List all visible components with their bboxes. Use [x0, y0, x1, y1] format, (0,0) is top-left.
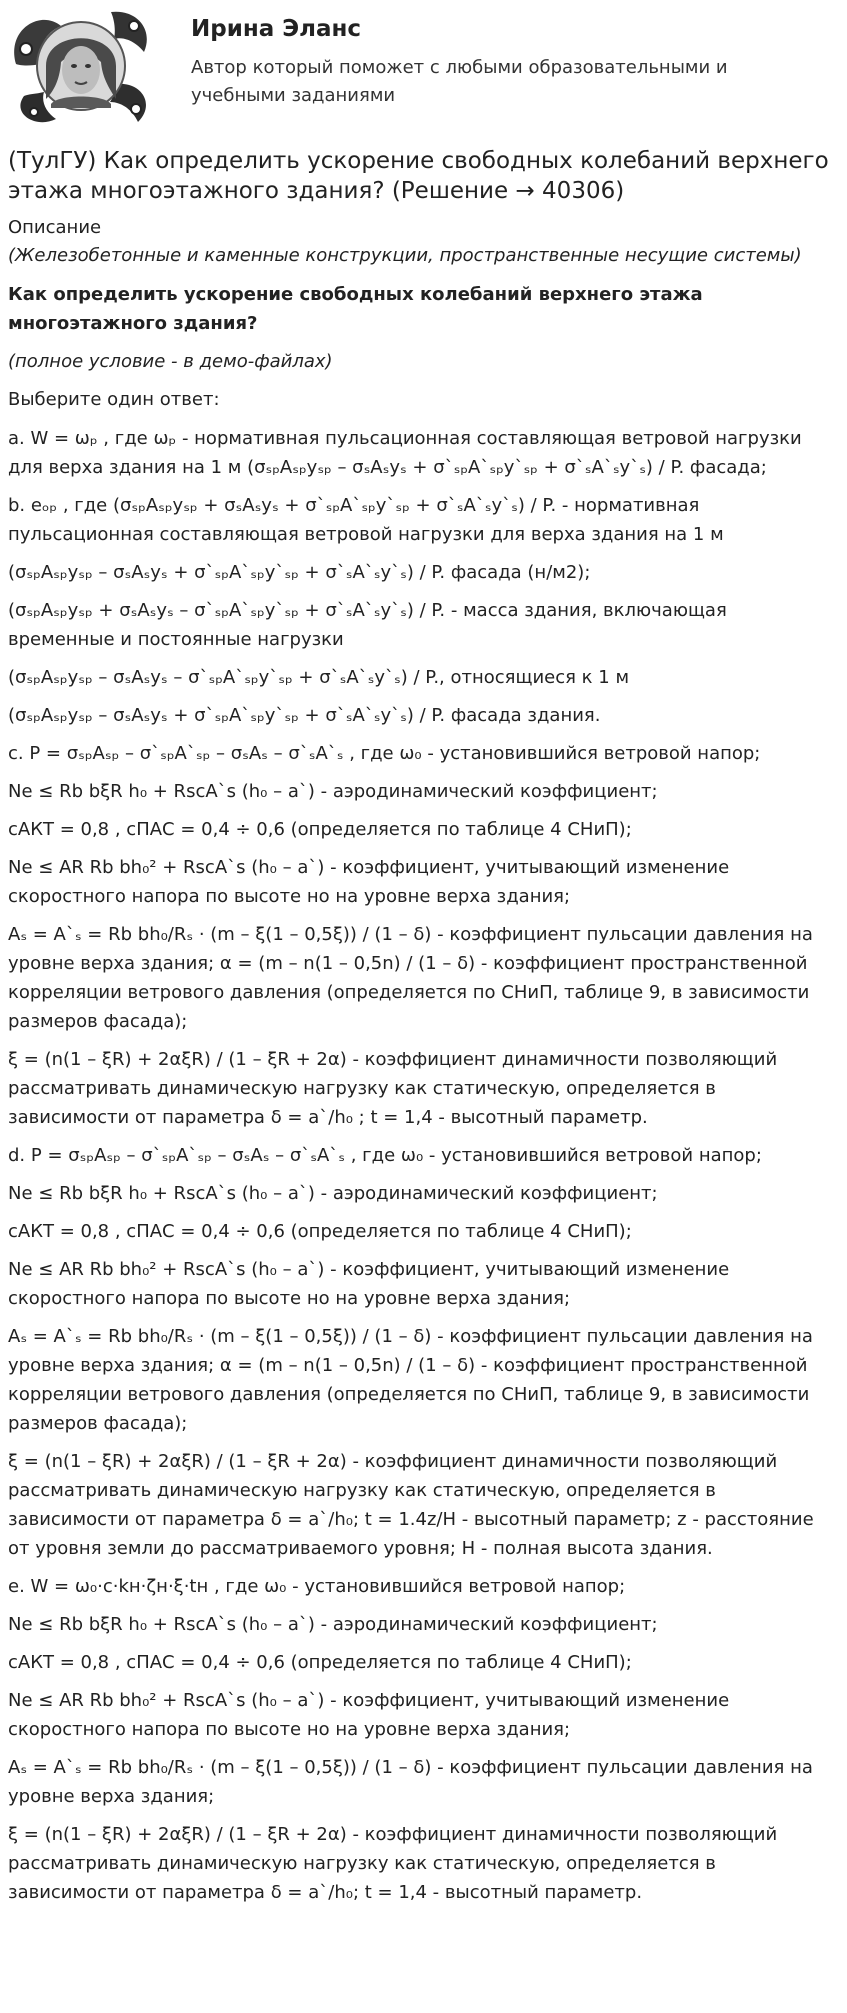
answer-line: cАКТ = 0,8 , cПАС = 0,4 ÷ 0,6 (определяется по таблице 4 СНиП);: [8, 1221, 632, 1242]
answer-line: c. P = σₛₚAₛₚ – σ`ₛₚA`ₛₚ – σₛAₛ – σ`ₛA`ₛ , где ω₀ - установившийся ветровой напор;: [8, 743, 761, 764]
answer-line: (σₛₚAₛₚyₛₚ – σₛAₛyₛ + σ`ₛₚA`ₛₚy`ₛₚ + σ`ₛA`ₛy`ₛ) / P. фасада (н/м2);: [8, 562, 591, 583]
answer-line: Ne ≤ Rb bξR h₀ + RscA`s (h₀ – a`) - аэродинамический коэффициент;: [8, 1614, 658, 1635]
condition-note: (полное условие - в демо-файлах): [8, 351, 333, 372]
answer-line: Ne ≤ AR Rb bh₀² + RscA`s (h₀ – a`) - коэффициент, учитывающий изменение скоростного напора по высоте но на уровне верха здания;: [8, 1259, 730, 1309]
answer-line: (σₛₚAₛₚyₛₚ – σₛAₛyₛ + σ`ₛₚA`ₛₚy`ₛₚ + σ`ₛA`ₛy`ₛ) / P. фасада здания.: [8, 705, 601, 726]
answer-line: cАКТ = 0,8 , cПАС = 0,4 ÷ 0,6 (определяется по таблице 4 СНиП);: [8, 1652, 632, 1673]
answer-line: e. W = ω₀·c·kн·ζн·ξ·tн , где ω₀ - установившийся ветровой напор;: [8, 1576, 626, 1597]
author-avatar[interactable]: [6, 4, 156, 129]
answer-line: Aₛ = A`ₛ = Rb bh₀/Rₛ · (m – ξ(1 – 0,5ξ)) / (1 – δ) - коэффициент пульсации давления на уровне верха здания;: [8, 1757, 813, 1807]
author-card: [6, 4, 841, 134]
answer-line: cАКТ = 0,8 , cПАС = 0,4 ÷ 0,6 (определяется по таблице 4 СНиП);: [8, 819, 632, 840]
answer-line: Ne ≤ Rb bξR h₀ + RscA`s (h₀ – a`) - аэродинамический коэффициент;: [8, 781, 658, 802]
answer-line: Ne ≤ AR Rb bh₀² + RscA`s (h₀ – a`) - коэффициент, учитывающий изменение скоростного напора по высоте но на уровне верха здания;: [8, 1690, 730, 1740]
task-content: [8, 146, 838, 1916]
answer-line: ξ = (n(1 – ξR) + 2αξR) / (1 – ξR + 2α) - коэффициент динамичности позволяющий рассматривать динамическую нагрузку как статическую, определяется в зависимости от параметра δ = a`/h₀ ; t = 1,4 - высотный параметр.: [8, 1049, 778, 1128]
answer-line: d. P = σₛₚAₛₚ – σ`ₛₚA`ₛₚ – σₛAₛ – σ`ₛA`ₛ , где ω₀ - установившийся ветровой напор;: [8, 1145, 762, 1166]
answer-line: ξ = (n(1 – ξR) + 2αξR) / (1 – ξR + 2α) - коэффициент динамичности позволяющий рассматривать динамическую нагрузку как статическую, определяется в зависимости от параметра δ = a`/h₀; t = 1,4 - высотный параметр.: [8, 1824, 778, 1903]
author-description: Автор который поможет с любыми образовательными и учебными заданиями: [191, 57, 728, 106]
answer-prompt: Выберите один ответ:: [8, 389, 220, 410]
avatar-image: [6, 4, 156, 129]
answer-line: ξ = (n(1 – ξR) + 2αξR) / (1 – ξR + 2α) - коэффициент динамичности позволяющий рассматривать динамическую нагрузку как статическую, определяется в зависимости от параметра δ = a`/h₀; t = 1.4z/H - высотный параметр; z - расстояние от уровня земли до рассматриваемого уровня; H - полная высота здания.: [8, 1451, 814, 1559]
answer-line: Ne ≤ AR Rb bh₀² + RscA`s (h₀ – a`) - коэффициент, учитывающий изменение скоростного напора по высоте но на уровне верха здания;: [8, 857, 730, 907]
author-name[interactable]: Ирина Эланс: [191, 16, 362, 42]
description-label: Описание: [8, 217, 102, 238]
answer-line: a. W = ωₚ , где ωₚ - нормативная пульсационная составляющая ветровой нагрузки для верха здания на 1 м (σₛₚAₛₚyₛₚ – σₛAₛyₛ + σ`ₛₚA`ₛₚy`ₛₚ + σ`ₛA`ₛy`ₛ) / P. фасада;: [8, 428, 802, 478]
task-category: (Железобетонные и каменные конструкции, пространственные несущие системы): [8, 245, 802, 266]
task-title: (ТулГУ) Как определить ускорение свободных колебаний верхнего этажа многоэтажного здания? (Решение → 40306): [8, 148, 829, 204]
answer-line: (σₛₚAₛₚyₛₚ – σₛAₛyₛ – σ`ₛₚA`ₛₚy`ₛₚ + σ`ₛA`ₛy`ₛ) / P., относящиеся к 1 м: [8, 667, 630, 688]
answer-line: b. eₒₚ , где (σₛₚAₛₚyₛₚ + σₛAₛyₛ + σ`ₛₚA`ₛₚy`ₛₚ + σ`ₛA`ₛy`ₛ) / P. - нормативная пульсационная составляющая ветровой нагрузки для верха здания на 1 м: [8, 495, 724, 545]
answer-line: Aₛ = A`ₛ = Rb bh₀/Rₛ · (m – ξ(1 – 0,5ξ)) / (1 – δ) - коэффициент пульсации давления на уровне верха здания; α = (m – n(1 – 0,5n) / (1 – δ) - коэффициент пространственной корреляции ветрового давления (определяется по СНиП, таблице 9, в зависимости размеров фасада);: [8, 924, 813, 1032]
answer-line: Ne ≤ Rb bξR h₀ + RscA`s (h₀ – a`) - аэродинамический коэффициент;: [8, 1183, 658, 1204]
answer-line: (σₛₚAₛₚyₛₚ + σₛAₛyₛ – σ`ₛₚA`ₛₚy`ₛₚ + σ`ₛA`ₛy`ₛ) / P. - масса здания, включающая временные и постоянные нагрузки: [8, 600, 727, 650]
answer-line: Aₛ = A`ₛ = Rb bh₀/Rₛ · (m – ξ(1 – 0,5ξ)) / (1 – δ) - коэффициент пульсации давления на уровне верха здания; α = (m – n(1 – 0,5n) / (1 – δ) - коэффициент пространственной корреляции ветрового давления (определяется по СНиП, таблице 9, в зависимости размеров фасада);: [8, 1326, 813, 1434]
task-question: Как определить ускорение свободных колебаний верхнего этажа многоэтажного здания?: [8, 284, 703, 334]
